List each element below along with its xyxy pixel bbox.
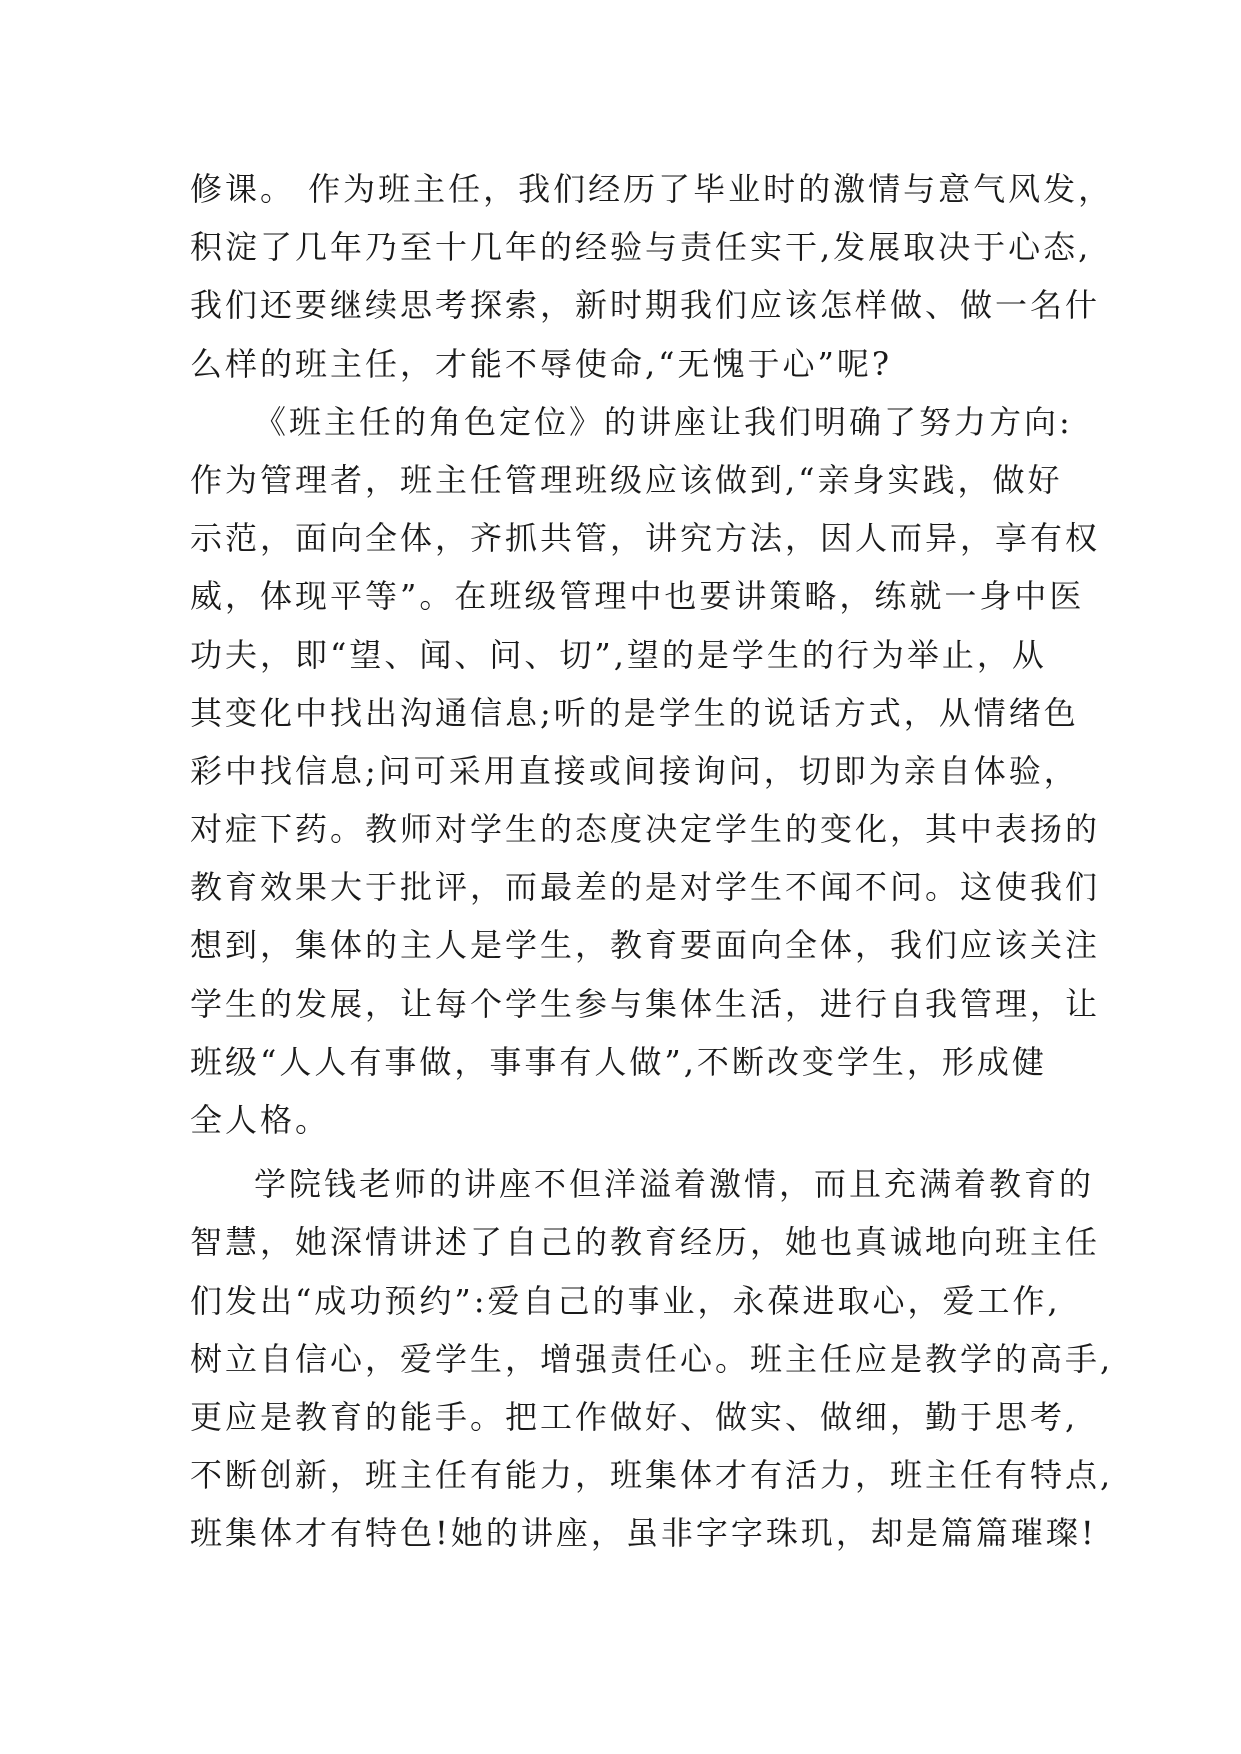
text-line: 班级“人人有事做，事事有人做”,不断改变学生，形成健 bbox=[190, 1042, 1047, 1081]
paragraph-start-line: 《班主任的角色定位》的讲座让我们明确了努力方向: bbox=[254, 402, 1073, 441]
paragraph-start-line: 学院钱老师的讲座不但洋溢着激情，而且充满着教育的 bbox=[254, 1165, 1095, 1204]
text-line: 积淀了几年乃至十几年的经验与责任实干,发展取决于心态, bbox=[190, 228, 1092, 267]
text-line: 么样的班主任，才能不辱使命,“无愧于心”呢? bbox=[190, 344, 893, 383]
text-line: 更应是教育的能手。把工作做好、做实、做细，勤于思考, bbox=[190, 1397, 1079, 1436]
text-line: 全人格。 bbox=[190, 1101, 331, 1139]
text-line: 其变化中找出沟通信息;听的是学生的说话方式，从情绪色 bbox=[190, 693, 1079, 732]
text-line: 想到，集体的主人是学生，教育要面向全体，我们应该关注 bbox=[190, 926, 1101, 965]
text-line: 树立自信心，爱学生，增强责任心。班主任应是教学的高手, bbox=[190, 1339, 1114, 1378]
text-line: 学生的发展，让每个学生参与集体生活，进行自我管理，让 bbox=[190, 984, 1101, 1023]
text-line: 们发出“成功预约”:爱自己的事业，永葆进取心，爱工作, bbox=[190, 1281, 1061, 1320]
text-line: 智慧，她深情讲述了自己的教育经历，她也真诚地向班主任 bbox=[190, 1223, 1101, 1262]
text-line: 作为管理者，班主任管理班级应该做到,“亲身实践，做好 bbox=[190, 460, 1063, 499]
text-line: 不断创新，班主任有能力，班集体才有活力，班主任有特点, bbox=[190, 1456, 1114, 1495]
text-line: 威，体现平等”。在班级管理中也要讲策略，练就一身中医 bbox=[190, 577, 1085, 616]
text-line: 对症下药。教师对学生的态度决定学生的变化，其中表扬的 bbox=[190, 810, 1101, 849]
text-line: 教育效果大于批评，而最差的是对学生不闻不问。这使我们 bbox=[190, 868, 1101, 907]
text-line: 功夫，即“望、闻、问、切”,望的是学生的行为举止，从 bbox=[190, 635, 1047, 674]
text-line: 示范，面向全体，齐抓共管，讲究方法，因人而异，享有权 bbox=[190, 519, 1101, 558]
text-line: 我们还要继续思考探索，新时期我们应该怎样做、做一名什 bbox=[190, 286, 1101, 325]
body-text bbox=[190, 160, 1114, 1563]
text-line: 班集体才有特色!她的讲座，虽非字字珠玑，却是篇篇璀璨! bbox=[190, 1514, 1097, 1553]
text-line: 修课。 作为班主任，我们经历了毕业时的激情与意气风发， bbox=[190, 170, 1114, 208]
text-line: 彩中找信息;问可采用直接或间接询问，切即为亲自体验， bbox=[190, 751, 1079, 790]
